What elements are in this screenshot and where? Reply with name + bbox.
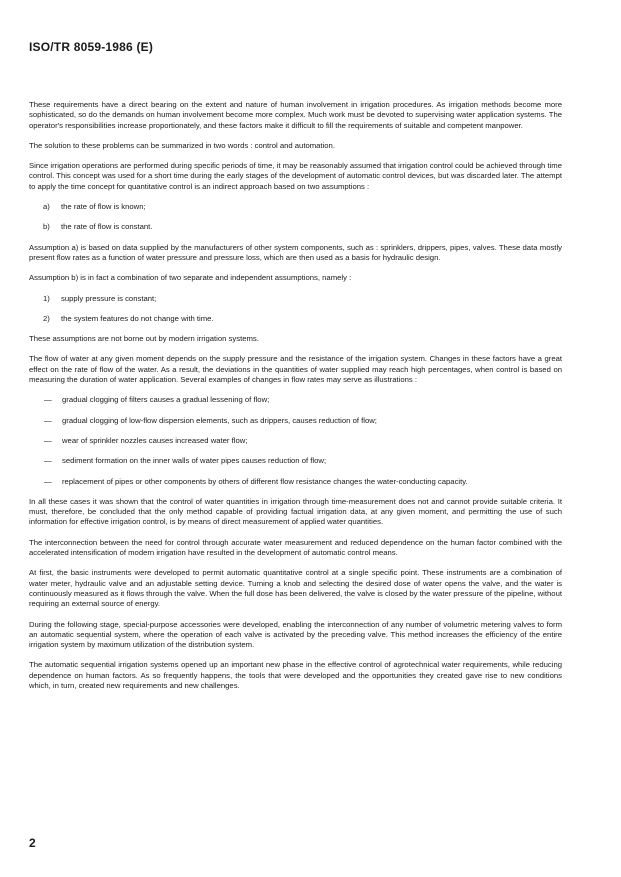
list-item-text: supply pressure is constant; <box>61 293 157 303</box>
list-item <box>29 222 562 232</box>
list-item <box>29 436 562 446</box>
list-item <box>29 202 562 212</box>
list-item-dash: — <box>44 435 52 445</box>
paragraph: At first, the basic instruments were developed to permit automatic quantitative control at a single specific point. These instruments are a combination of water meter, hydraulic valve and an adjustable setting device. Turning a knob and selecting the desired dose of water opens the valve, and the water is continuously measured as it flows through the valve. When the full dose has been delivered, the valve is closed by the water pressure of the pipeline, without requiring an external source of energy. <box>29 568 562 609</box>
list-item-label: a) <box>43 202 50 212</box>
list-item-text: the rate of flow is known; <box>61 202 146 212</box>
paragraph: The flow of water at any given moment depends on the supply pressure and the resistance of the irrigation system. Changes in these factors have a great effect on the rate of flow of the water. As a result, the deviations in the quantities of water supplied may reach high percentages, when control is based on measuring the duration of water application. Several examples of changes in flow rates may serve as illustrations : <box>29 354 562 385</box>
list-item-text: wear of sprinkler nozzles causes increased water flow; <box>62 435 248 445</box>
list-item-text: replacement of pipes or other components by others of different flow resistance changes the water-conducting capacity. <box>62 476 468 486</box>
paragraph: The solution to these problems can be summarized in two words : control and automation. <box>29 140 335 150</box>
paragraph: These assumptions are not borne out by modern irrigation systems. <box>29 334 259 344</box>
list-item <box>29 416 562 426</box>
page-number: 2 <box>29 836 36 850</box>
list-item-text: the system features do not change with time. <box>61 313 214 323</box>
list-item-dash: — <box>44 476 52 486</box>
list-item <box>29 314 562 324</box>
list-item-label: 2) <box>43 313 50 323</box>
paragraph: The interconnection between the need for control through accurate water measurement and reduced dependence on the human factor combined with the accelerated intensification of modern irrigation have resulted in the development of automatic control means. <box>29 537 562 558</box>
list-item-dash: — <box>44 456 52 466</box>
list-item-label: b) <box>43 222 50 232</box>
paragraph: Assumption b) is in fact a combination of two separate and independent assumptions, namely : <box>29 273 352 283</box>
paragraph: During the following stage, special-purpose accessories were developed, enabling the interconnection of any number of volumetric metering valves to form an automatic sequential system, where the operation of each valve is activated by the preceding valve. This method increases the efficiency of the entire irrigation system by maximum utilization of the distribution system. <box>29 619 562 650</box>
paragraph: The automatic sequential irrigation systems opened up an important new phase in the effective control of agrotechnical water requirements, while reducing dependence on human factors. As so frequently happens, the tools that were developed and the opportunities they created gave rise to new conditions which, in turn, created new requirements and new challenges. <box>29 660 562 690</box>
page-body <box>29 100 562 701</box>
list-item-dash: — <box>44 415 52 425</box>
list-item-text: the rate of flow is constant. <box>61 222 153 232</box>
paragraph: These requirements have a direct bearing on the extent and nature of human involvement in irrigation procedures. As irrigation methods become more sophisticated, so do the demands on human involvement become more complex. Much work must be devoted to supervising water application systems. The operator's responsibilities increase proportionately, and these factors make it difficult to fill the requirements of suitable and competent manpower. <box>29 100 562 130</box>
list-item <box>29 395 562 405</box>
paragraph: Since irrigation operations are performed during specific periods of time, it may be reasonably assumed that irrigation control could be achieved through time control. This concept was used for a short time during the early stages of the development of automatic control devices, but was discarded later. The attempt to apply the time concept for quantitative control is an indirect approach based on two assumptions : <box>29 161 562 191</box>
list-item-dash: — <box>44 395 52 405</box>
list-item-text: gradual clogging of filters causes a gradual lessening of flow; <box>62 395 270 405</box>
list-item-text: sediment formation on the inner walls of water pipes causes reduction of flow; <box>62 456 327 466</box>
list-item-label: 1) <box>43 293 50 303</box>
list-item-text: gradual clogging of low-flow dispersion elements, such as drippers, causes reduction of flow; <box>62 415 377 425</box>
list-item <box>29 456 562 466</box>
list-item <box>29 477 562 487</box>
document-id-header: ISO/TR 8059-1986 (E) <box>29 40 154 54</box>
paragraph: Assumption a) is based on data supplied by the manufacturers of other system components, such as : sprinklers, drippers, pipes, valves. These data mostly present flow rates as a function of water pressure and pressure loss, which are then used as a basis for hydraulic design. <box>29 242 562 262</box>
paragraph: In all these cases it was shown that the control of water quantities in irrigation through time-measurement does not and cannot provide suitable criteria. It must, therefore, be concluded that the only method capable of providing factual irrigation data, at any given moment, and permitting the use of such information for effective irrigation control, is by means of direct measurement of applied water quantities. <box>29 496 562 527</box>
list-item <box>29 294 562 304</box>
